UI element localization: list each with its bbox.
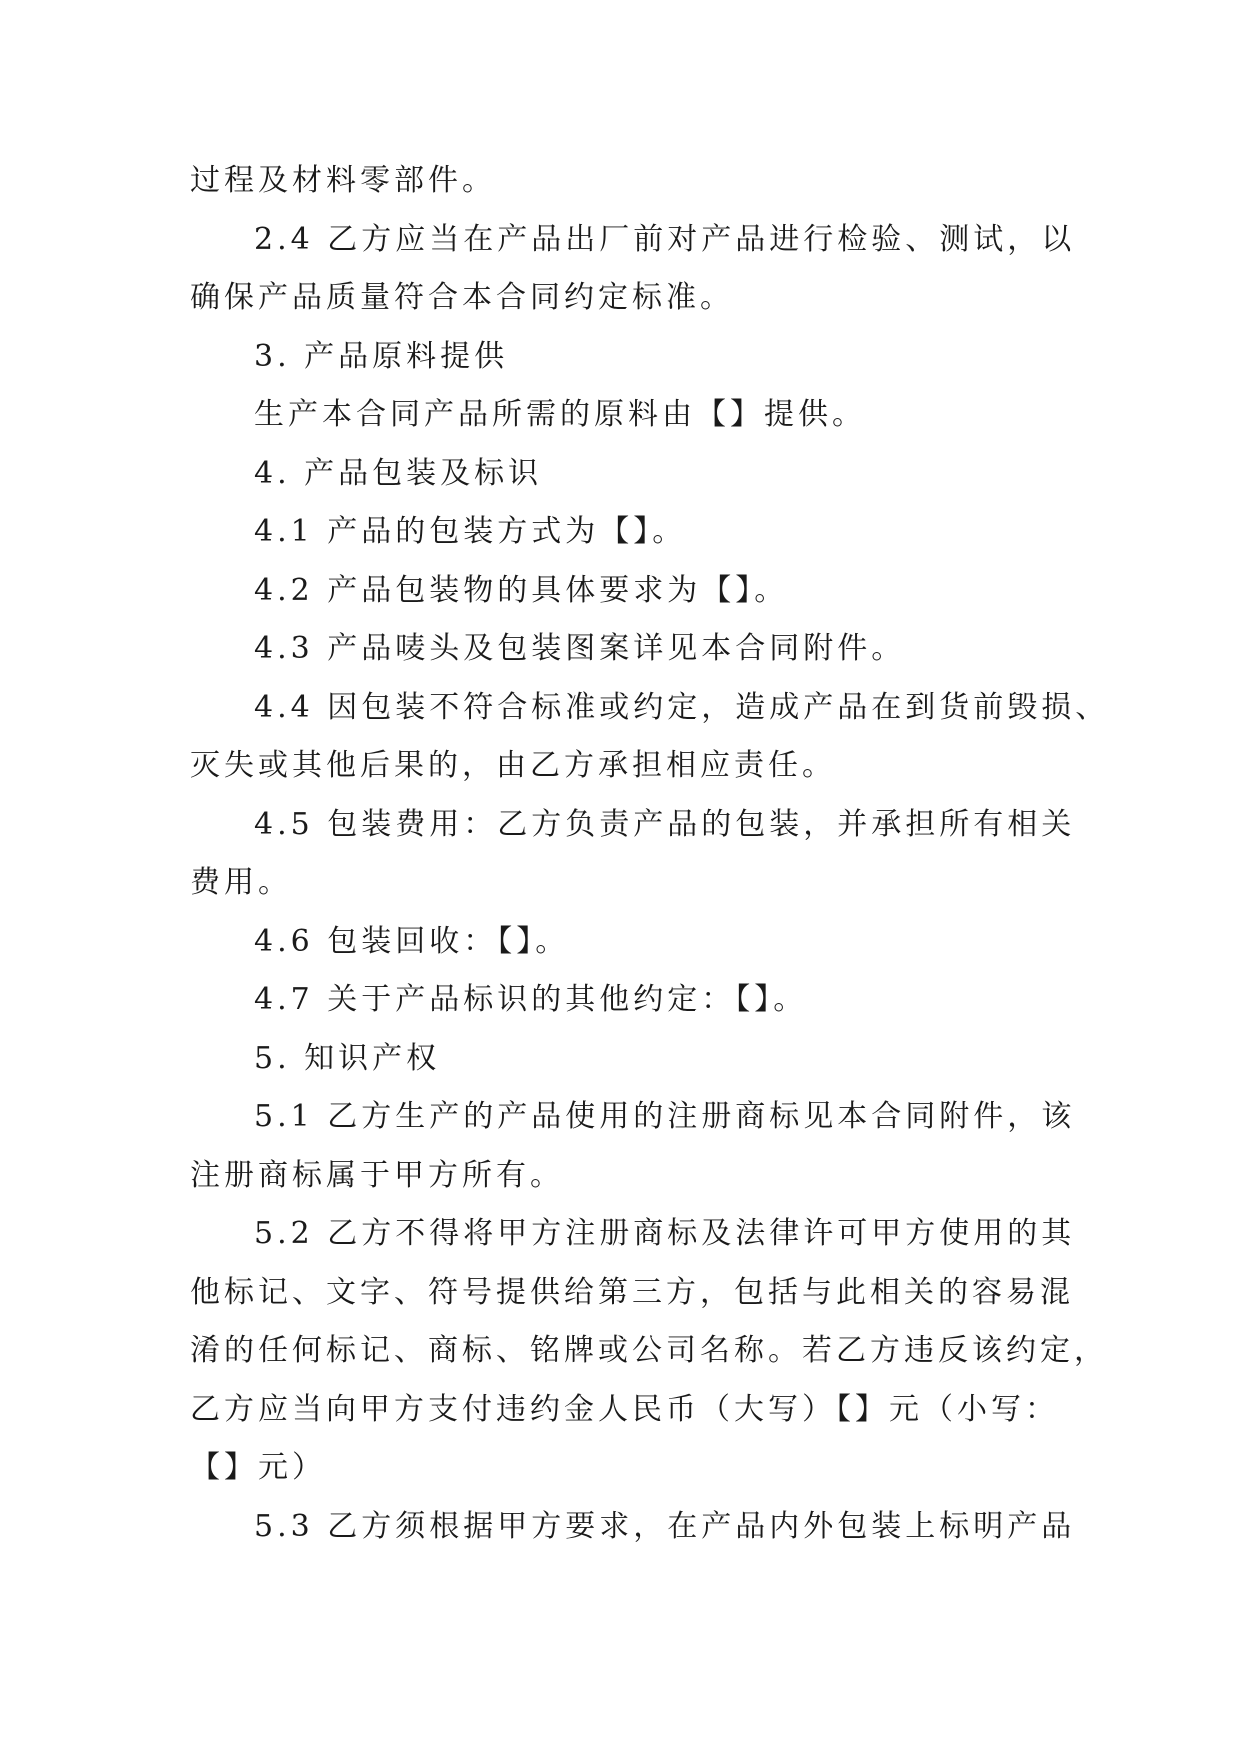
text-line: 灭失或其他后果的，由乙方承担相应责任。 bbox=[190, 748, 836, 783]
text-line: 4.6 包装回收：【】。 bbox=[254, 923, 570, 959]
text-line: 4.3 产品唛头及包装图案详见本合同附件。 bbox=[254, 631, 906, 666]
text-line: 他标记、文字、符号提供给第三方，包括与此相关的容易混 bbox=[190, 1274, 1074, 1310]
text-line: 4.7 关于产品标识的其他约定：【】。 bbox=[254, 982, 808, 1017]
text-line: 4.5 包装费用：乙方负责产品的包装，并承担所有相关 bbox=[254, 806, 1076, 842]
text-line: 5.1 乙方生产的产品使用的注册商标见本合同附件，该 bbox=[254, 1099, 1076, 1134]
text-line: 5.3 乙方须根据甲方要求，在产品内外包装上标明产品 bbox=[254, 1508, 1076, 1544]
text-line: 生产本合同产品所需的原料由【】提供。 bbox=[254, 397, 866, 432]
text-line: 4. 产品包装及标识 bbox=[254, 455, 543, 491]
text-line: 4.4 因包装不符合标准或约定，造成产品在到货前毁损、 bbox=[254, 689, 1110, 725]
text-line: 5. 知识产权 bbox=[254, 1040, 441, 1076]
text-line: 【】元） bbox=[190, 1450, 326, 1485]
text-line: 5.2 乙方不得将甲方注册商标及法律许可甲方使用的其 bbox=[254, 1216, 1076, 1251]
text-line: 4.2 产品包装物的具体要求为【】。 bbox=[254, 572, 789, 608]
text-line: 4.1 产品的包装方式为【】。 bbox=[254, 514, 687, 549]
text-line: 注册商标属于甲方所有。 bbox=[190, 1157, 564, 1193]
text-line: 3. 产品原料提供 bbox=[254, 338, 509, 374]
text-line: 2.4 乙方应当在产品出厂前对产品进行检验、测试，以 bbox=[254, 221, 1076, 257]
document-body bbox=[190, 152, 1110, 1556]
text-line: 淆的任何标记、商标、铭牌或公司名称。若乙方违反该约定， bbox=[190, 1333, 1108, 1368]
text-line: 乙方应当向甲方支付违约金人民币（大写）【】元（小写： bbox=[190, 1391, 1059, 1427]
text-line: 过程及材料零部件。 bbox=[190, 163, 496, 198]
text-line: 费用。 bbox=[190, 865, 292, 900]
text-line: 确保产品质量符合本合同约定标准。 bbox=[190, 280, 734, 315]
